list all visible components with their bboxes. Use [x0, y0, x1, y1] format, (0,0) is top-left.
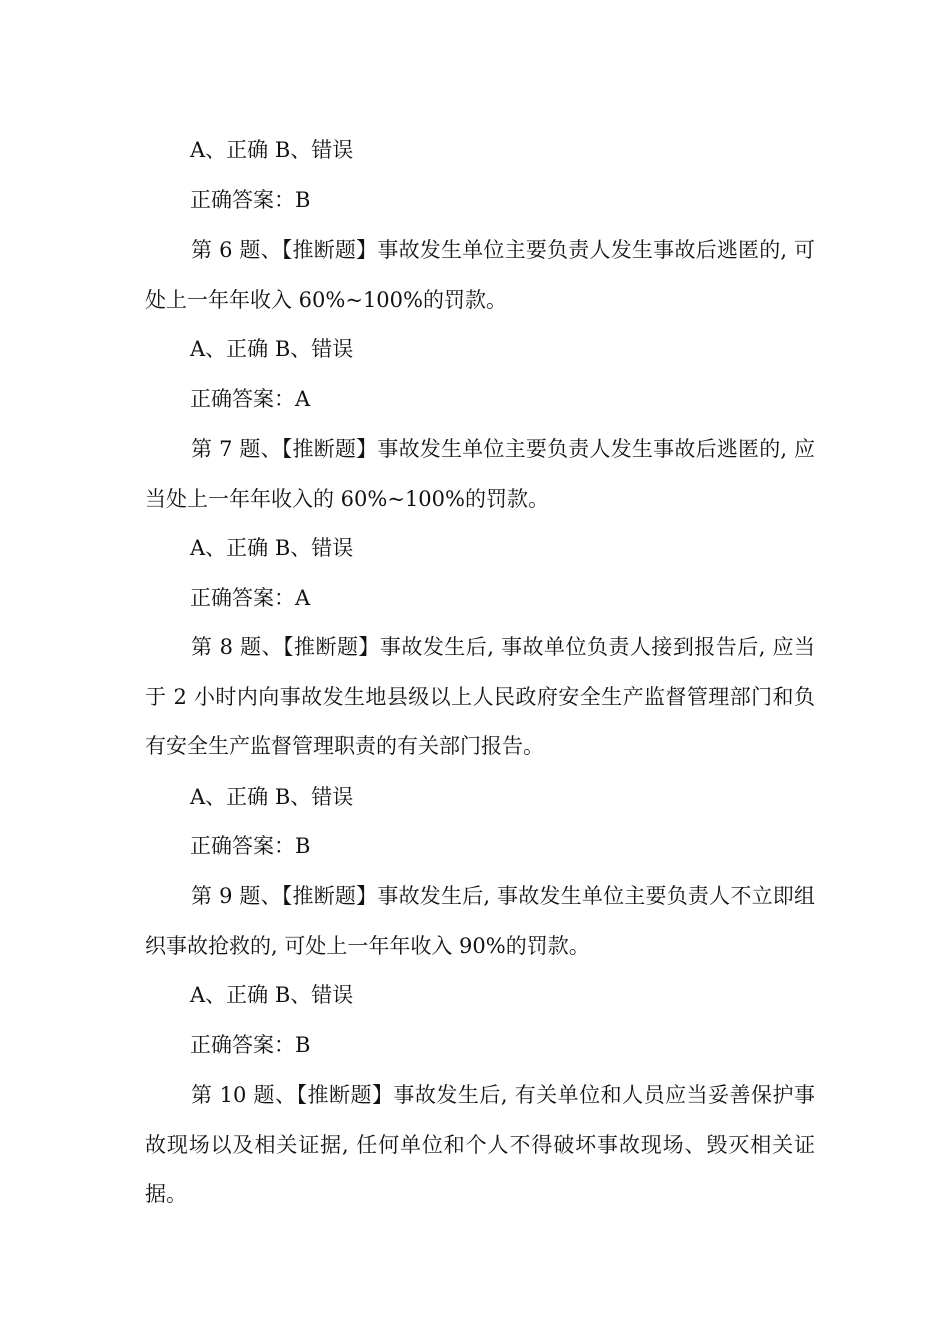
- question-6: 第 6 题、【推断题】事故发生单位主要负责人发生事故后逃匿的, 可处上一年年收入 60%~100%的罚款。: [145, 238, 815, 312]
- question-10: 第 10 题、【推断题】事故发生后, 有关单位和人员应当妥善保护事故现场以及相关证据, 任何单位和个人不得破坏事故现场、毁灭相关证据。: [145, 1083, 815, 1207]
- answer-line: 正确答案：B: [190, 1033, 311, 1057]
- answer-line: 正确答案：A: [190, 586, 311, 610]
- question-7: 第 7 题、【推断题】事故发生单位主要负责人发生事故后逃匿的, 应当处上一年年收入的 60%~100%的罚款。: [145, 437, 815, 511]
- options-line: A、正确 B、错误: [190, 138, 354, 162]
- options-line: A、正确 B、错误: [190, 983, 354, 1007]
- answer-line: 正确答案：B: [190, 188, 311, 212]
- options-line: A、正确 B、错误: [190, 337, 354, 361]
- question-8: 第 8 题、【推断题】事故发生后, 事故单位负责人接到报告后, 应当于 2 小时内向事故发生地县级以上人民政府安全生产监督管理部门和负有安全生产监督管理职责的有关部门报告。: [145, 635, 815, 759]
- options-line: A、正确 B、错误: [190, 536, 354, 560]
- question-9: 第 9 题、【推断题】事故发生后, 事故发生单位主要负责人不立即组织事故抢救的, 可处上一年年收入 90%的罚款。: [145, 884, 815, 958]
- answer-line: 正确答案：A: [190, 387, 311, 411]
- options-line: A、正确 B、错误: [190, 785, 354, 809]
- answer-line: 正确答案：B: [190, 834, 311, 858]
